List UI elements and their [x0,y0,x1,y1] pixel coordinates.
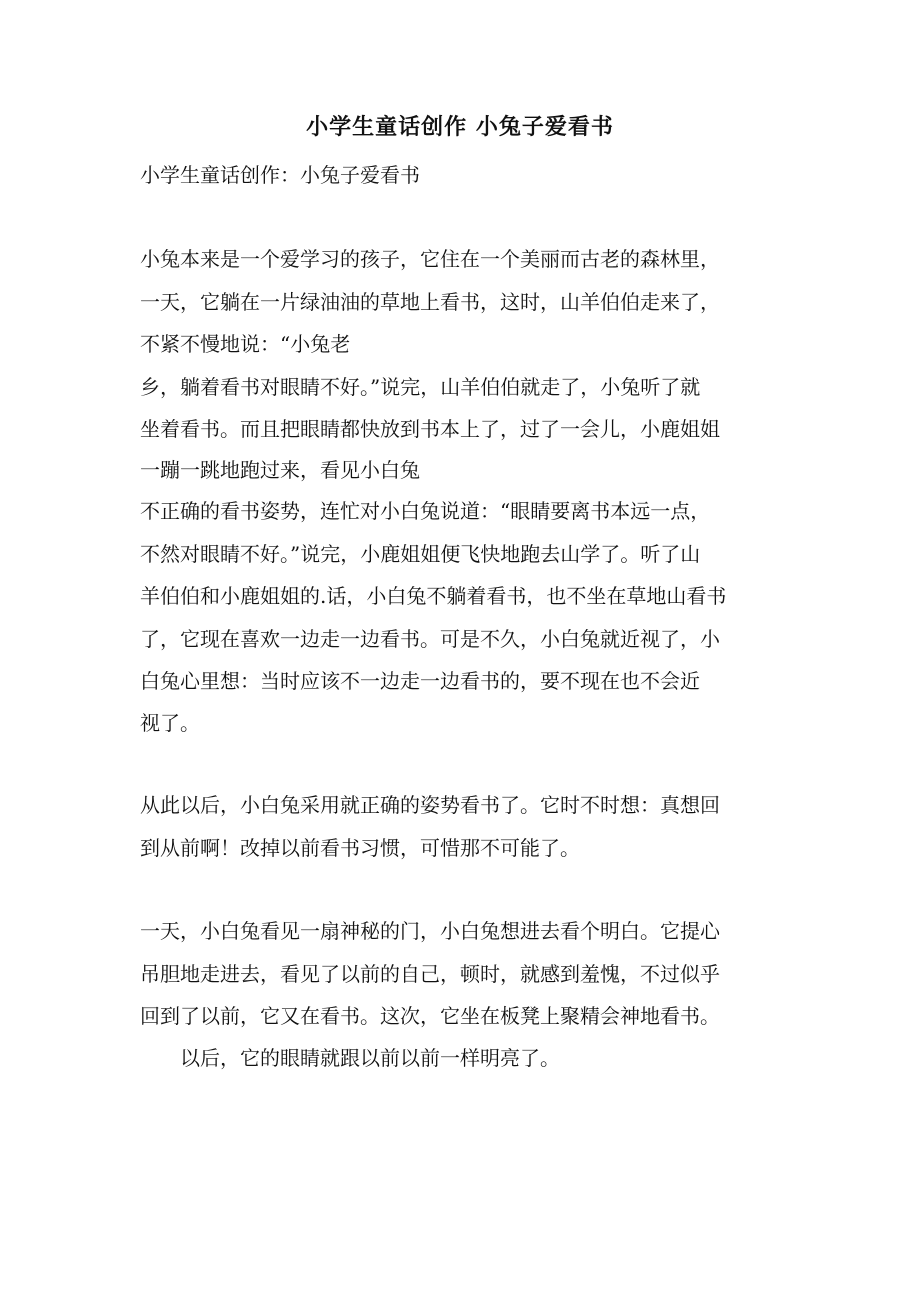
document-title: 小学生童话创作 小兔子爱看书 [306,114,614,140]
paragraph-line: 回到了以前，它又在看书。这次，它坐在板凳上聚精会神地看书。 [140,1004,720,1028]
paragraph-line: 坐着看书。而且把眼睛都快放到书本上了，过了一会儿，小鹿姐姐 [140,417,720,441]
paragraph-line: 吊胆地走进去，看见了以前的自己，顿时，就感到羞愧，不过似乎 [140,962,720,986]
paragraph-line: 以后，它的眼睛就跟以前以前一样明亮了。 [140,1046,560,1070]
subtitle-line: 小学生童话创作：小兔子爱看书 [140,163,420,187]
paragraph-line: 一蹦一跳地跑过来，看见小白兔 [140,458,420,482]
paragraph-line: 一天，它躺在一片绿油油的草地上看书，这时，山羊伯伯走来了， [140,290,720,314]
paragraph-line: 不紧不慢地说：“小兔老 [140,332,351,356]
paragraph-line: 羊伯伯和小鹿姐姐的.话，小白兔不躺着看书，也不坐在草地山看书 [140,584,727,608]
paragraph-line: 白兔心里想：当时应该不一边走一边看书的，要不现在也不会近 [140,669,700,693]
paragraph-line: 视了。 [140,711,200,735]
paragraph-line: 小兔本来是一个爱学习的孩子，它住在一个美丽而古老的森林里， [140,247,720,271]
paragraph-line: 从此以后，小白兔采用就正确的姿势看书了。它时不时想：真想回 [140,793,720,817]
paragraph-line: 乡，躺着看书对眼睛不好。”说完，山羊伯伯就走了，小兔听了就 [140,375,701,399]
paragraph-line: 了，它现在喜欢一边走一边看书。可是不久，小白兔就近视了，小 [140,627,720,651]
paragraph-line: 不正确的看书姿势，连忙对小白兔说道：“眼睛要离书本远一点， [140,499,711,523]
paragraph-line: 一天，小白兔看见一扇神秘的门，小白兔想进去看个明白。它提心 [140,919,720,943]
paragraph-line: 到从前啊！改掉以前看书习惯，可惜那不可能了。 [140,836,580,860]
paragraph-line: 不然对眼睛不好。”说完，小鹿姐姐便飞快地跑去山学了。听了山 [140,542,701,566]
